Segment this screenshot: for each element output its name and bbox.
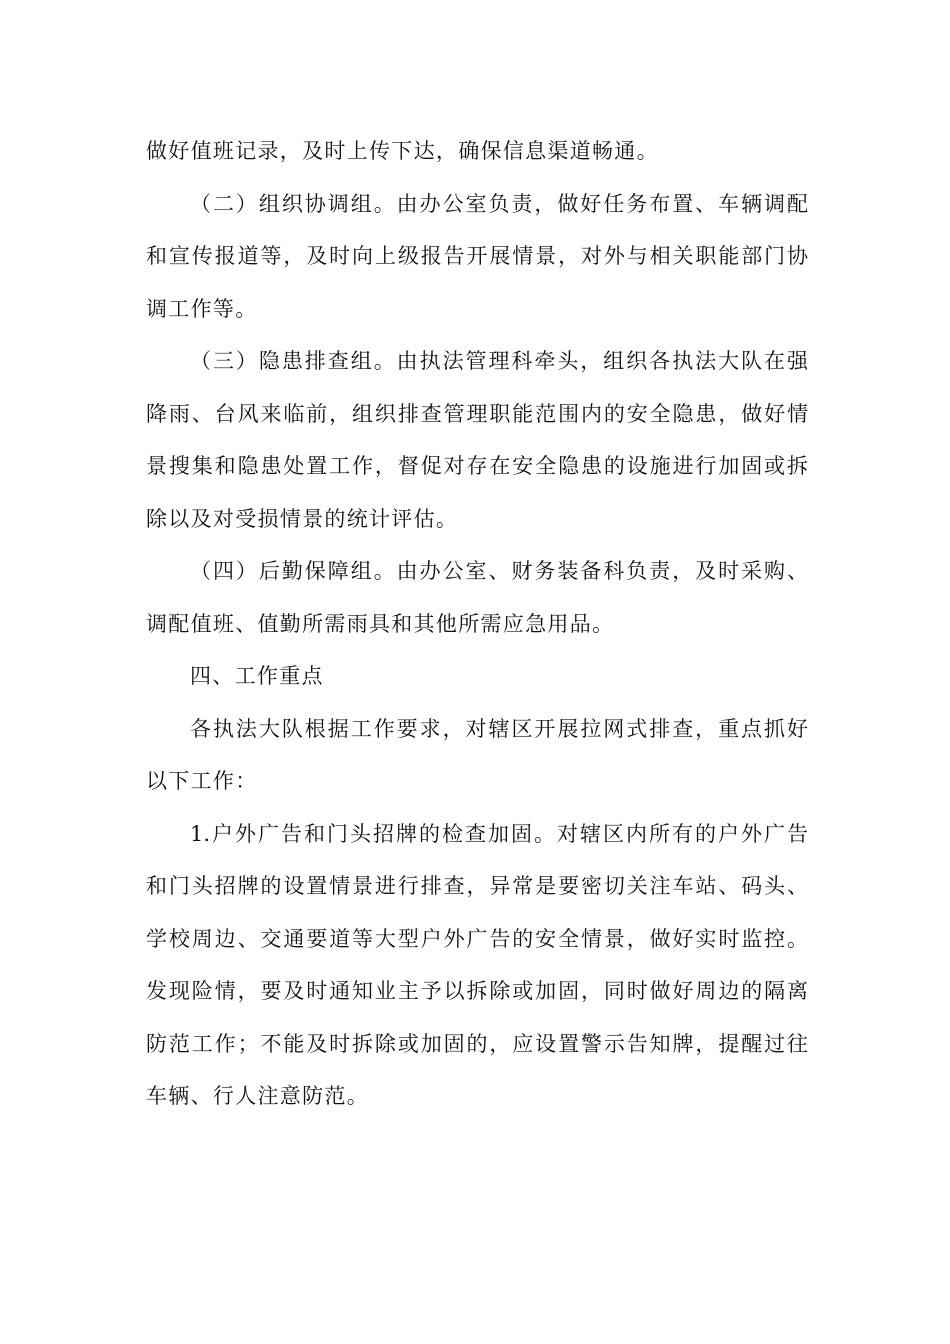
text-line: 降雨、台风来临前，组织排查管理职能范围内的安全隐患，做好情 [146, 401, 808, 426]
text-line: 除以及对受损情景的统计评估。 [146, 506, 459, 531]
text-line: 1.户外广告和门头招牌的检查加固。对辖区内所有的户外广告 [190, 821, 808, 846]
text-line: 调工作等。 [146, 296, 258, 321]
text-line: 景搜集和隐患处置工作，督促对存在安全隐患的设施进行加固或拆 [146, 454, 808, 478]
text-line: 和宣传报道等，及时向上级报告开展情景，对外与相关职能部门协 [146, 244, 808, 268]
text-line: 防范工作；不能及时拆除或加固的，应设置警示告知牌，提醒过往 [146, 1031, 808, 1056]
document-body [146, 128, 808, 1126]
text-line: （四）后勤保障组。由办公室、财务装备科负责，及时采购、 [190, 559, 808, 583]
text-line: 车辆、行人注意防范。 [146, 1084, 369, 1108]
text-line: 四、工作重点 [190, 664, 324, 688]
text-line: 发现险情，要及时通知业主予以拆除或加固，同时做好周边的隔离 [146, 979, 808, 1003]
text-line: 学校周边、交通要道等大型户外广告的安全情景，做好实时监控。 [146, 926, 808, 951]
text-line: 调配值班、值勤所需雨具和其他所需应急用品。 [146, 611, 615, 636]
text-line: （二）组织协调组。由办公室负责，做好任务布置、车辆调配 [190, 191, 808, 216]
text-line: 和门头招牌的设置情景进行排查，异常是要密切关注车站、码头、 [146, 874, 808, 898]
text-line: 各执法大队根据工作要求，对辖区开展拉网式排查，重点抓好 [190, 716, 808, 741]
text-line: 以下工作： [146, 769, 258, 793]
text-line: （三）隐患排查组。由执法管理科牵头，组织各执法大队在强 [190, 349, 808, 373]
text-line: 做好值班记录，及时上传下达，确保信息渠道畅通。 [146, 139, 659, 163]
